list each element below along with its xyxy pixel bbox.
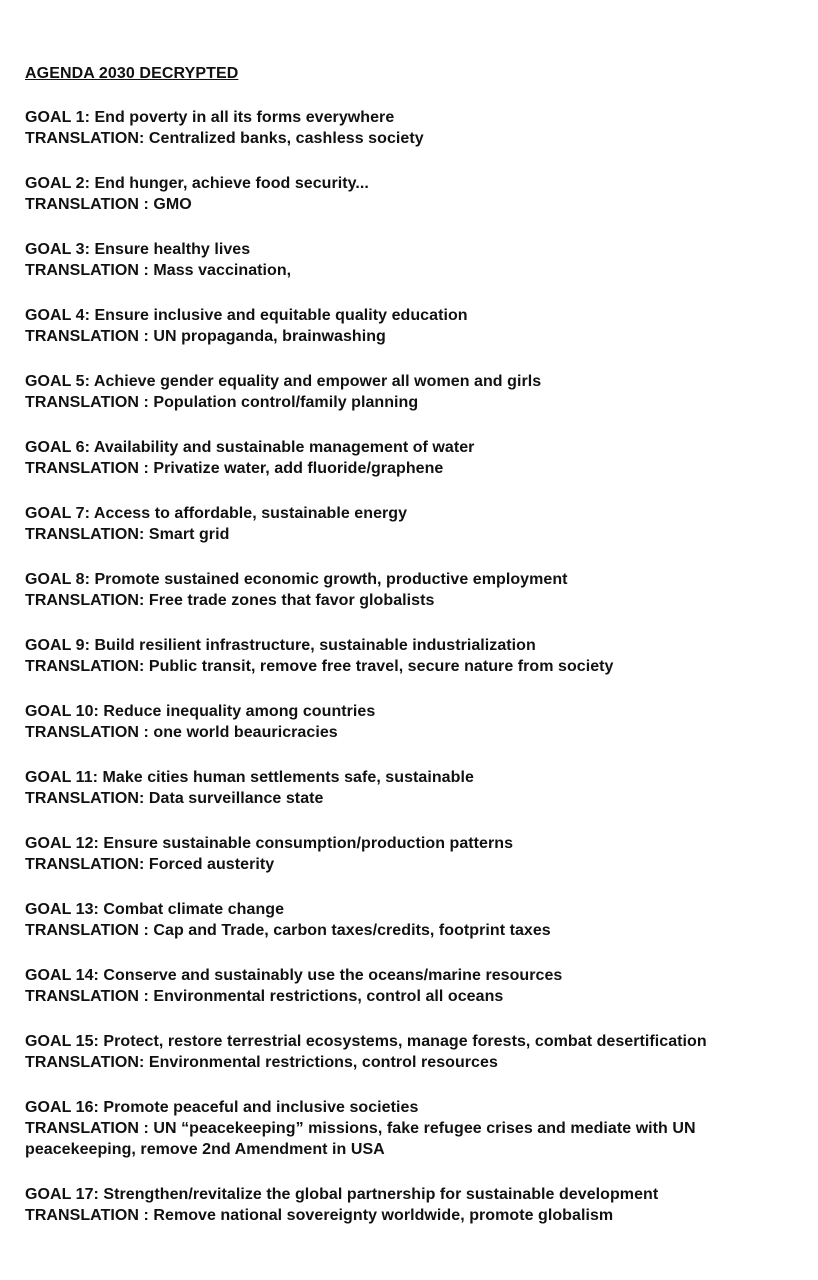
goal-text: GOAL 15: Protect, restore terrestrial ecosystems, manage forests, combat desertification	[25, 1033, 707, 1050]
translation-text: TRANSLATION : Privatize water, add fluoride/graphene	[25, 460, 444, 477]
goal-item	[25, 107, 810, 149]
goal-text: GOAL 13: Combat climate change	[25, 901, 285, 918]
goal-text: GOAL 17: Strengthen/revitalize the global partnership for sustainable development	[25, 1186, 659, 1203]
translation-text: TRANSLATION : Remove national sovereignty worldwide, promote globalism	[25, 1207, 614, 1224]
goal-text: GOAL 5: Achieve gender equality and empower all women and girls	[25, 373, 542, 390]
document-title: AGENDA 2030 DECRYPTED	[25, 65, 239, 82]
goal-text: GOAL 3: Ensure healthy lives	[25, 241, 251, 258]
goal-item	[25, 371, 810, 413]
goal-item	[25, 569, 810, 611]
translation-text: TRANSLATION : UN “peacekeeping” missions, fake refugee crises and mediate with UN peacekeeping, remove 2nd Amendment in USA	[25, 1120, 696, 1158]
goal-text: GOAL 1: End poverty in all its forms everywhere	[25, 109, 395, 126]
goal-text: GOAL 10: Reduce inequality among countries	[25, 703, 376, 720]
translation-text: TRANSLATION: Environmental restrictions, control resources	[25, 1054, 498, 1071]
goal-text: GOAL 7: Access to affordable, sustainable energy	[25, 505, 408, 522]
translation-text: TRANSLATION : Mass vaccination,	[25, 262, 292, 279]
goal-item	[25, 1031, 810, 1073]
goal-item	[25, 767, 810, 809]
translation-text: TRANSLATION : Population control/family planning	[25, 394, 419, 411]
translation-text: TRANSLATION : UN propaganda, brainwashing	[25, 328, 386, 345]
translation-text: TRANSLATION: Centralized banks, cashless society	[25, 130, 424, 147]
goal-item	[25, 833, 810, 875]
translation-text: TRANSLATION: Forced austerity	[25, 856, 275, 873]
translation-text: TRANSLATION : Cap and Trade, carbon taxes/credits, footprint taxes	[25, 922, 551, 939]
goal-text: GOAL 12: Ensure sustainable consumption/production patterns	[25, 835, 514, 852]
translation-text: TRANSLATION : one world beauricracies	[25, 724, 338, 741]
goal-item	[25, 437, 810, 479]
translation-text: TRANSLATION: Smart grid	[25, 526, 230, 543]
goal-text: GOAL 4: Ensure inclusive and equitable quality education	[25, 307, 468, 324]
goal-item	[25, 965, 810, 1007]
goal-text: GOAL 9: Build resilient infrastructure, sustainable industrialization	[25, 637, 536, 654]
goal-item	[25, 305, 810, 347]
translation-text: TRANSLATION: Free trade zones that favor globalists	[25, 592, 435, 609]
goal-text: GOAL 16: Promote peaceful and inclusive societies	[25, 1099, 419, 1116]
translation-text: TRANSLATION: Data surveillance state	[25, 790, 324, 807]
translation-text: TRANSLATION: Public transit, remove free travel, secure nature from society	[25, 658, 614, 675]
document-page	[25, 64, 810, 1250]
goal-text: GOAL 11: Make cities human settlements safe, sustainable	[25, 769, 474, 786]
goal-item	[25, 1097, 810, 1160]
goal-text: GOAL 14: Conserve and sustainably use the oceans/marine resources	[25, 967, 563, 984]
goal-item	[25, 1184, 810, 1226]
goal-text: GOAL 6: Availability and sustainable management of water	[25, 439, 475, 456]
goal-item	[25, 899, 810, 941]
goal-item	[25, 635, 810, 677]
goal-text: GOAL 2: End hunger, achieve food security...	[25, 175, 369, 192]
goal-item	[25, 701, 810, 743]
translation-text: TRANSLATION : GMO	[25, 196, 192, 213]
goal-text: GOAL 8: Promote sustained economic growth, productive employment	[25, 571, 568, 588]
translation-text: TRANSLATION : Environmental restrictions, control all oceans	[25, 988, 504, 1005]
goal-item	[25, 239, 810, 281]
goal-item	[25, 173, 810, 215]
goal-item	[25, 503, 810, 545]
